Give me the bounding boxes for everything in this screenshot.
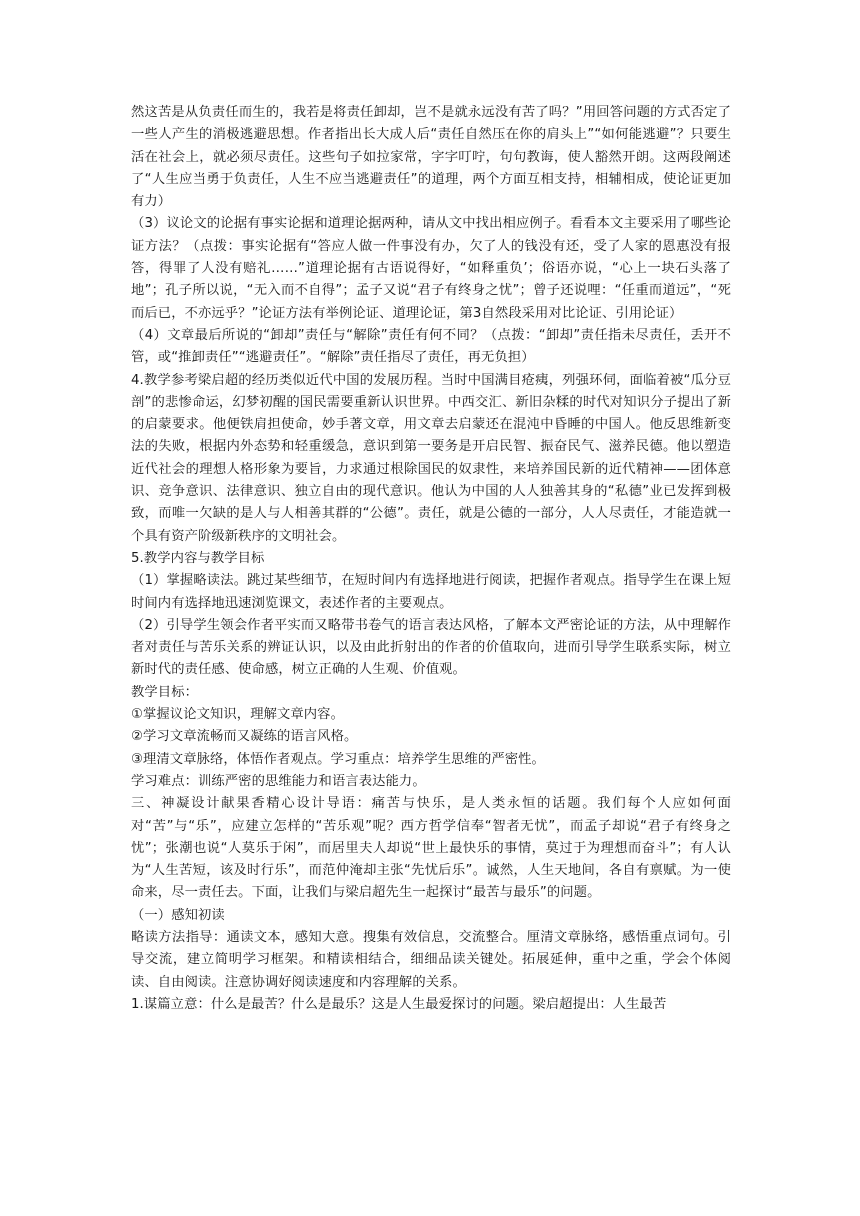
paragraph-question-4: （4）文章最后所说的“卸却”责任与“解除”责任有何不同？（点拨：“卸却”责任指未尽责任，丢开不管，或“推卸责任”“逃避责任”。“解除”责任指尽了责任，再无负担） <box>131 327 731 366</box>
heading-first-reading: （一）感知初读 <box>131 907 225 923</box>
paragraph-lead-in-design: 三、神凝设计献果香精心设计导语：痛苦与快乐，是人类永恒的话题。我们每个人应如何面对“苦”与“乐”，应建立怎样的“苦乐观”呢？西方哲学信奉“智者无忧”，而孟子却说“君子有终身之忧”；张潮也说“人莫乐于闲”，而居里夫人却说“世上最快乐的事情，莫过于为理想而奋斗”；有人认为“人生苦短，该及时行乐”，而范仲淹却主张“先忧后乐”。诚然，人生天地间，各自有禀赋。为一使命来，尽一责任去。下面，让我们与梁启超先生一起探讨“最苦与最乐”的问题。 <box>131 796 731 901</box>
learning-difficulty: 学习难点：训练严密的思维能力和语言表达能力。 <box>131 773 426 789</box>
paragraph-reading-guidance: 略读方法指导：通读文本，感知大意。搜集有效信息，交流整合。厘清文章脉络，感悟重点词句。引导交流，建立简明学习框架。和精读相结合，细细品读关键处。拓展延伸，重中之重，学会个体阅读、自由阅读。注意协调好阅读速度和内容理解的关系。 <box>131 929 731 990</box>
paragraph-language-style: （2）引导学生领会作者平实而又略带书卷气的语言表达风格，了解本文严密论证的方法，从中理解作者对责任与苦乐关系的辨证认识，以及由此折射出的作者的价值取向，进而引导学生联系实际，树立新时代的责任感、使命感，树立正确的人生观、价值观。 <box>131 617 731 678</box>
goal-item-1: ①掌握议论文知识，理解文章内容。 <box>131 707 344 723</box>
document-body <box>131 102 731 1016</box>
heading-teaching-goals: 教学目标： <box>131 684 198 700</box>
paragraph-teaching-reference: 4.教学参考梁启超的经历类似近代中国的发展历程。当时中国满目疮痍，列强环伺，面临着被“瓜分豆剖”的悲惨命运，幻梦初醒的国民需要重新认识世界。中西交汇、新旧杂糅的时代对知识分子提出了新的启蒙要求。他便铁肩担使命，妙手著文章，用文章去启蒙还在混沌中昏睡的中国人。他反思维新变法的失败，根据内外态势和轻重缓急，意识到第一要务是开启民智、振奋民气、滋养民德。他以塑造近代社会的理想人格形象为要旨，力求通过根除国民的奴隶性，来培养国民新的近代精神——团体意识、竞争意识、法律意识、独立自由的现代意识。他认为中国的人人独善其身的“私德”业已发挥到极致，而唯一欠缺的是人与人相善其群的“公德”。责任，就是公德的一部分，人人尽责任，才能造就一个具有资产阶级新秩序的文明社会。 <box>131 372 731 544</box>
paragraph-question-3: （3）议论文的论据有事实论据和道理论据两种，请从文中找出相应例子。看看本文主要采用了哪些论证方法？（点拨：事实论据有“答应人做一件事没有办，欠了人的钱没有还，受了人家的恩惠没有报答，得罪了人没有赔礼……”道理论据有古语说得好，“如释重负’；俗语亦说，“心上一块石头落了地”；孔子所以说，“无入而不自得”；孟子又说“君子有终身之忧”；曾子还说哩：“任重而道远”，“死而后已，不亦远乎？”论证方法有举例论证、道理论证，第3自然段采用对比论证、引用论证） <box>131 216 731 321</box>
paragraph-skimming-method: （1）掌握略读法。跳过某些细节，在短时间内有选择地进行阅读，把握作者观点。指导学生在课上短时间内有选择地迅速浏览课文，表述作者的主要观点。 <box>131 573 731 611</box>
paragraph-structure-intent: 1.谋篇立意：什么是最苦？什么是最乐？这是人生最爱探讨的问题。梁启超提出：人生最苦 <box>131 996 667 1012</box>
goal-item-2: ②学习文章流畅而又凝练的语言风格。 <box>131 729 358 745</box>
goal-item-3: ③理清文章脉络，体悟作者观点。学习重点：培养学生思维的严密性。 <box>131 751 545 767</box>
heading-teaching-content: 5.教学内容与教学目标 <box>131 550 265 566</box>
paragraph-responsibility-argument: 然这苦是从负责任而生的，我若是将责任卸却，岂不是就永远没有苦了吗？”用回答问题的方式否定了一些人产生的消极逃避思想。作者指出长大成人后“责任自然压在你的肩头上”“如何能逃避”？只要生活在社会上，就必须尽责任。这些句子如拉家常，字字叮咛，句句教诲，使人豁然开朗。这两段阐述了“人生应当勇于负责任，人生不应当逃避责任”的道理，两个方面互相支持，相辅相成，使论证更加有力） <box>131 105 731 210</box>
